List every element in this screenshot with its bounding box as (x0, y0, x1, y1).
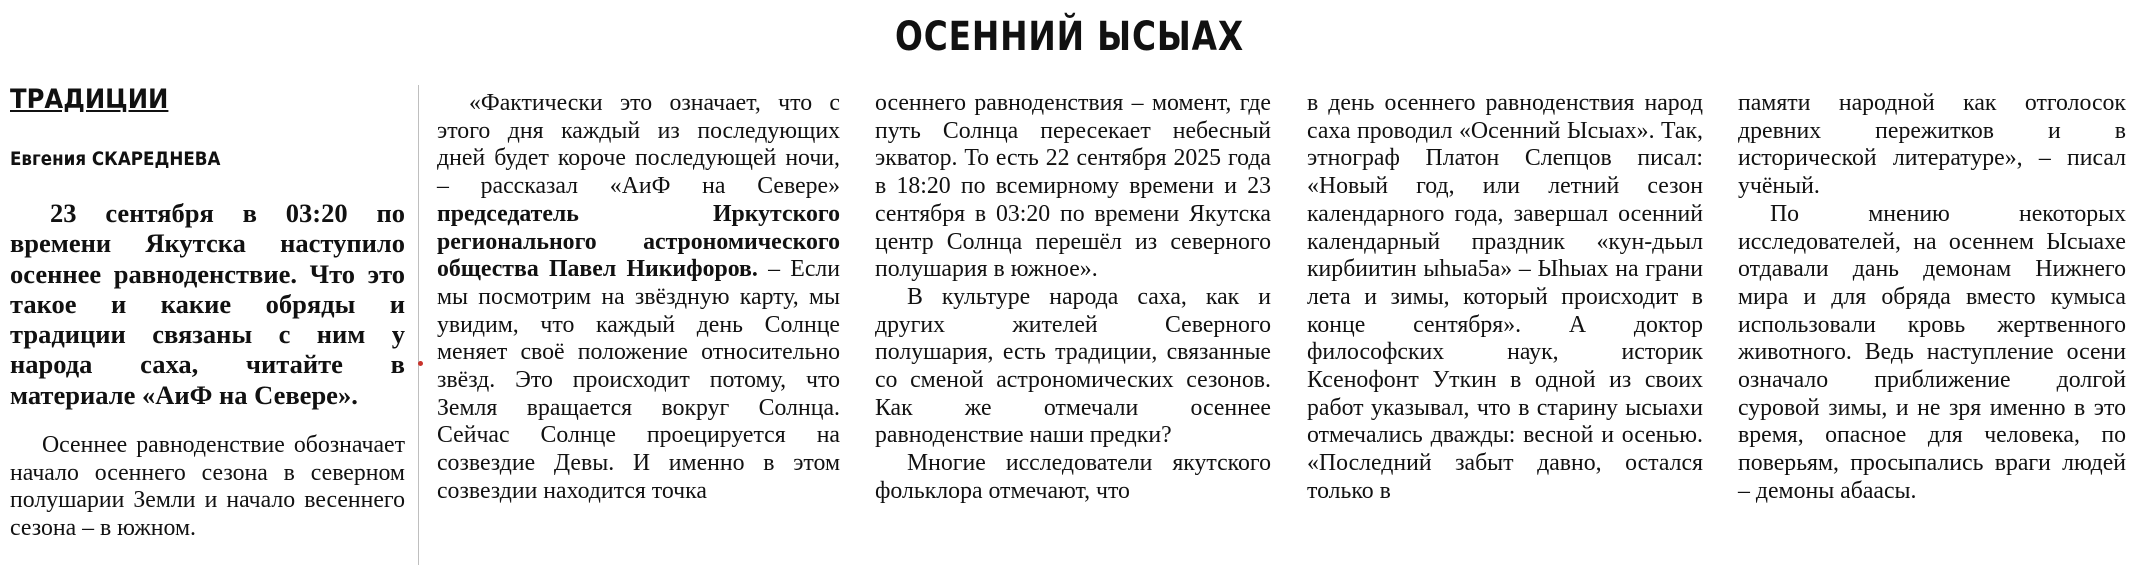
paragraph: По мнению некоторых исследователей, на осеннем Ысыахе отдавали дань демонам Нижнего мира и для обряда вместо кумыса использовали кровь жертвенного животного. Ведь наступление осени означало приближение долгой суровой зимы, и не зря именно в это время, опасное для человека, по поверьям, просыпались враги людей – демоны абаасы. (1738, 200, 2126, 504)
column-4 (1307, 90, 1703, 506)
column-3 (875, 90, 1271, 506)
article-headline: ОСЕННИЙ ЫСЫАХ (895, 14, 1244, 60)
lead-paragraph (10, 198, 405, 410)
paragraph: в день осеннего равноденствия народ саха проводил «Осенний Ысыах». Так, этнограф Платон Слепцов писал: «Новый год, или летний сезон календарного года, завершал осенний календарный праздник «кун-дьыл кирбиитин ыhыа5а» – Ыhыах на грани лета и зимы, который происходит в конце сентября». А доктор философских наук, историк Ксенофонт Уткин в одной из своих работ указывал, что в старину ысыахи отмечались дважды: весной и осенью. «Последний забыт давно, остался только в (1307, 90, 1703, 504)
column-1 (10, 432, 405, 543)
rubric-label: ТРАДИЦИИ (10, 84, 169, 115)
paragraph: Многие исследователи якутского фольклора отмечают, что (875, 450, 1271, 504)
paragraph (437, 90, 840, 506)
text-run: – Если мы посмотрим на звёздную карту, мы увидим, что каждый день Солнце меняет своё положение относительно звёзд. Это происходит потому, что Земля вращается вокруг Солнца. Сейчас Солнце проецируется на созвездие Девы. И именно в этом созвездии находится точка (437, 256, 840, 504)
paragraph: осеннего равноденствия – момент, где путь Солнца пересекает небесный экватор. То есть 22 сентября 2025 года в 18:20 по всемирному времени и 23 сентября в 03:20 по времени Якутска центр Солнца перешёл из северного полушария в южное». (875, 90, 1271, 283)
column-5 (1738, 90, 2126, 506)
paragraph: памяти народной как отголосок древних пережитков и в исторической литературе», – писал учёный. (1738, 90, 2126, 200)
paragraph: В культуре народа саха, как и других жителей Северного полушария, есть традиции, связанные со сменой астрономических сезонов. Как же отмечали осеннее равноденствие наши предки? (875, 283, 1271, 449)
expert-name: председатель Иркутского регионального астрономического общества Павел Никифоров. (437, 200, 840, 283)
lead-text: 23 сентября в 03:20 по времени Якутска наступило осеннее равноденствие. Что это такое и какие обряды и традиции связаны с ним у народа саха, читайте в материале «АиФ на Севере». (10, 198, 405, 410)
text-run: «Фактически это означает, что с этого дня каждый из последующих дней будет короче последующей ночи, – рассказал «АиФ на Севере» (437, 90, 840, 200)
author-byline: Евгения СКАРЕДНЕВА (10, 148, 221, 170)
paragraph: Осеннее равноденствие обозначает начало осеннего сезона в северном полушарии Земли и начало весеннего сезона – в южном. (10, 432, 405, 542)
column-2 (437, 90, 840, 506)
ink-dot (418, 361, 423, 366)
column-divider (418, 85, 419, 565)
